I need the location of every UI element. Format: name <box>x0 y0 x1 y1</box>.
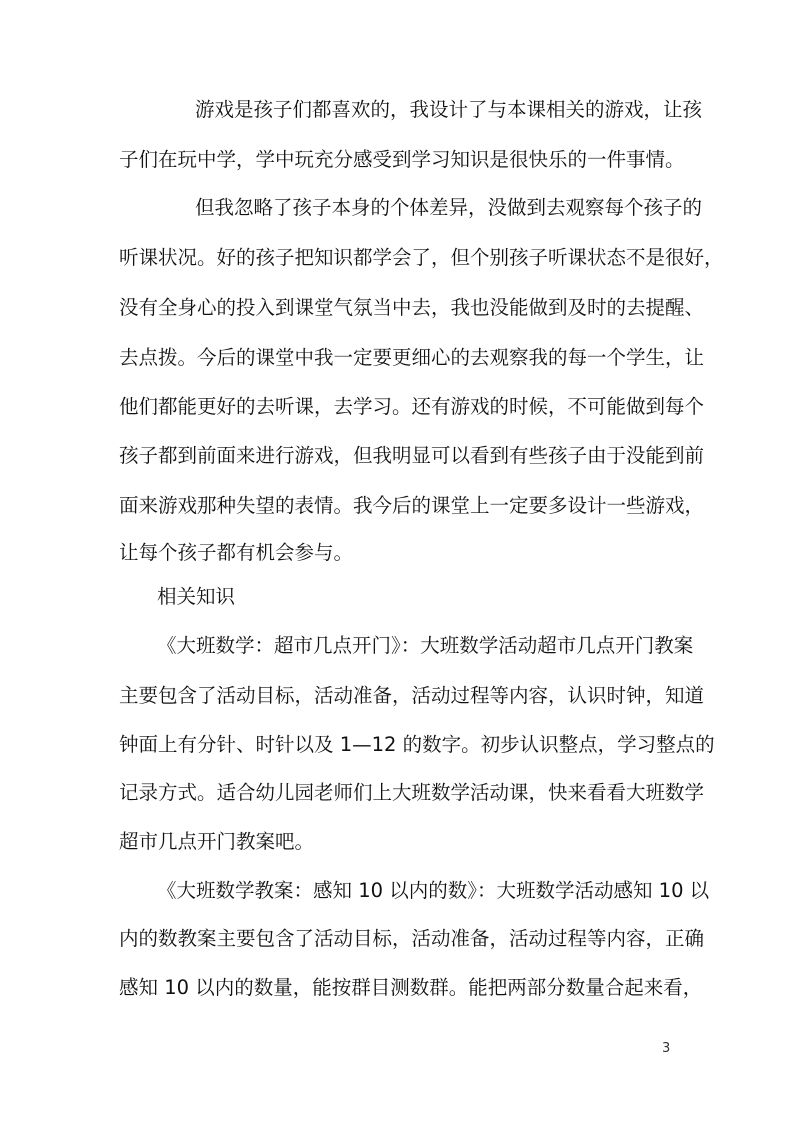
paragraph-2-line-1: 但我忽略了孩子本身的个体差异，没做到去观察每个孩子的 <box>195 196 703 219</box>
paragraph-4-line-1: 《大班数学教案：感知 10 以内的数》：大班数学活动感知 10 以 <box>157 879 710 902</box>
paragraph-2-line-7: 面来游戏那种失望的表情。我今后的课堂上一定要多设计一些游戏， <box>119 494 705 517</box>
paragraph-2-line-2: 听课状况。好的孩子把知识都学会了，但个别孩子听课状态不是很好， <box>119 246 724 269</box>
paragraph-3-line-1: 《大班数学：超市几点开门》：大班数学活动超市几点开门教案 <box>157 634 694 657</box>
paragraph-1-line-1: 游戏是孩子们都喜欢的，我设计了与本课相关的游戏，让孩 <box>195 98 703 121</box>
paragraph-3-line-5: 超市几点开门教案吧。 <box>119 830 315 853</box>
section-heading-related-knowledge: 相关知识 <box>157 585 236 608</box>
paragraph-3-line-3: 钟面上有分针、时针以及 1—12 的数字。初步认识整点，学习整点的 <box>119 733 715 756</box>
paragraph-2-line-8: 让每个孩子都有机会参与。 <box>119 541 354 564</box>
paragraph-3-line-2: 主要包含了活动目标，活动准备，活动过程等内容，认识时钟，知道 <box>119 684 705 707</box>
paragraph-2-line-4: 去点拨。今后的课堂中我一定要更细心的去观察我的每一个学生，让 <box>119 346 705 369</box>
paragraph-4-line-3: 感知 10 以内的数量，能按群目测数群。能把两部分数量合起来看， <box>119 976 703 999</box>
page-number: 3 <box>662 1041 671 1056</box>
paragraph-1-line-2: 子们在玩中学，学中玩充分感受到学习知识是很快乐的一件事情。 <box>119 148 685 171</box>
paragraph-2-line-5: 他们都能更好的去听课，去学习。还有游戏的时候，不可能做到每个 <box>119 395 705 418</box>
paragraph-2-line-6: 孩子都到前面来进行游戏，但我明显可以看到有些孩子由于没能到前 <box>119 444 705 467</box>
paragraph-3-line-4: 记录方式。适合幼儿园老师们上大班数学活动课，快来看看大班数学 <box>119 781 705 804</box>
paragraph-2-line-3: 没有全身心的投入到课堂气氛当中去，我也没能做到及时的去提醒、 <box>119 296 705 319</box>
paragraph-4-line-2: 内的数教案主要包含了活动目标，活动准备，活动过程等内容，正确 <box>119 927 705 950</box>
